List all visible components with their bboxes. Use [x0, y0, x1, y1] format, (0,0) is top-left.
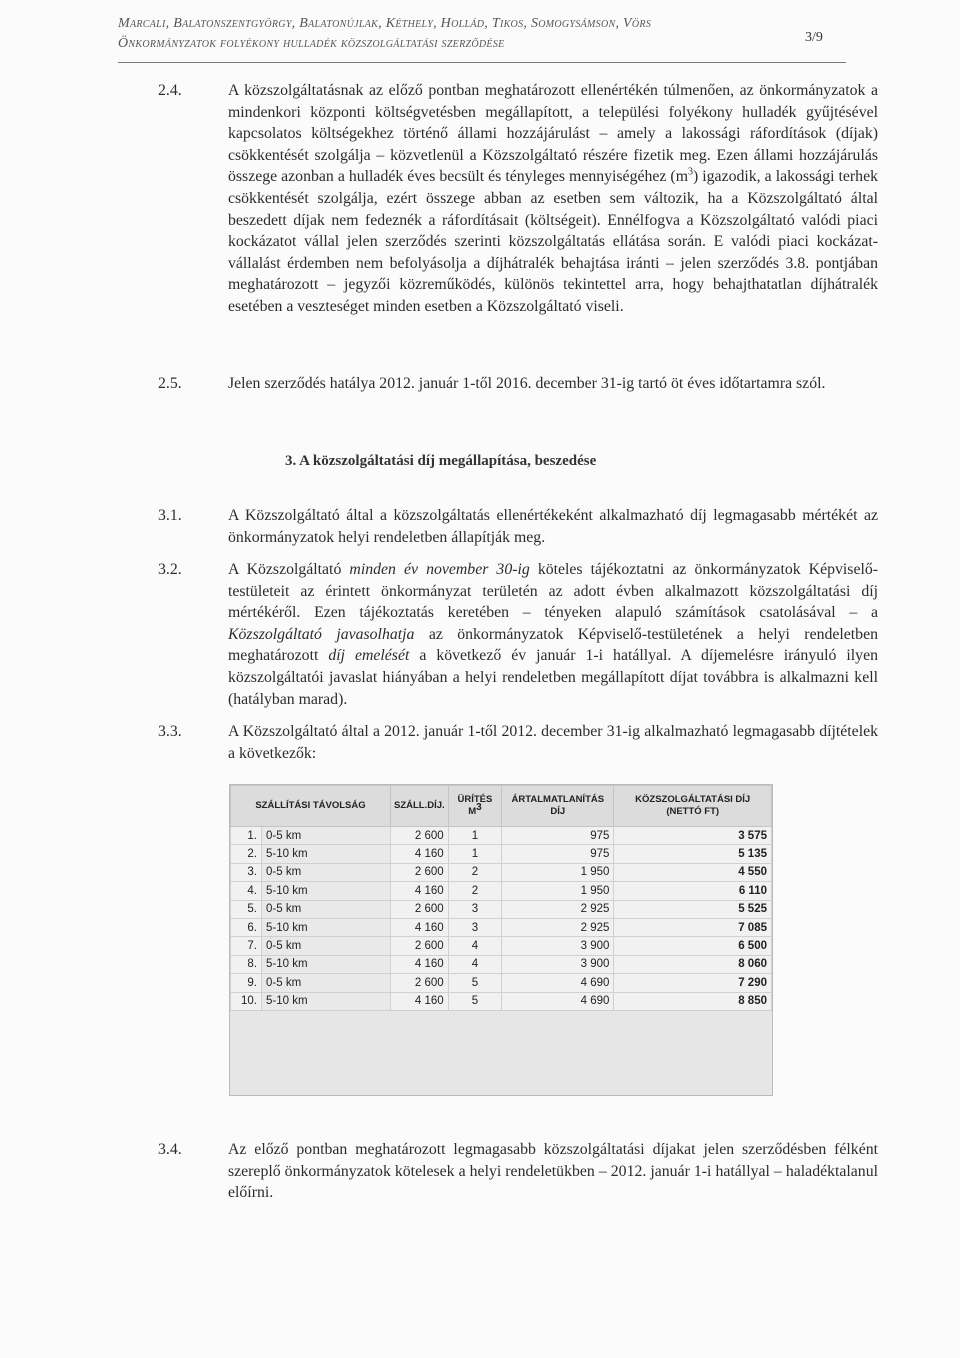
disposal-fee-cell: 4 690 — [502, 974, 614, 992]
distance-cell: 0-5 km — [262, 900, 391, 918]
row-index: 1. — [231, 827, 262, 845]
table-row — [231, 974, 772, 992]
distance-cell: 0-5 km — [262, 863, 391, 881]
transport-fee-cell: 2 600 — [391, 974, 449, 992]
empty-m3-cell: 3 — [448, 900, 502, 918]
header-contract-title: Önkormányzatok folyékony hulladék közszolgáltatási szerződése — [118, 36, 505, 51]
col-transport: SZÁLL.DÍJ. — [391, 786, 449, 827]
disposal-fee-cell: 1 950 — [502, 882, 614, 900]
fee-table-frame — [229, 784, 773, 1096]
distance-cell: 0-5 km — [262, 827, 391, 845]
section-text: A közszolgáltatásnak az előző pontban meghatározott ellenértékén túlmenően, az önkormányzatok a mindenkori központi költségvetésben megállapított, a települési folyékony hulladék gyűjtésével kapcsolatos költségekhez történő állami hozzájárulást – amely a lakossági ráfordítások (díjak) csökkentését szolgálja – közvetlenül a Közszolgáltató részére fizetik meg. Ezen állami hozzájárulás összege azonban a hulladék éves becsült és tényleges mennyiségéhez $(m^3)$ igazodik, a lakossági terhek csökkentését szolgálja, ezért összege abban az esetben sem változik, ha a Közszolgáltató által beszedett díjak nem fedeznék a ráfordításait (költségeit). Ennélfogva a Közszolgáltató valódi piaci kockázatot vállal jelen szerződés szerinti közszolgáltatás ellátása során. E valódi piaci kockázat-vállalást érdemben nem befolyásolja a díjhátralék behajtása iránti – jelen szerződés 3.8. pontjában meghatározott – jegyzői közreműködés, különös tekintettel arra, hogy behajthatatlan díjhátralék esetében a veszteséget minden esetben a Közszolgáltató viseli. — [228, 82, 878, 315]
total-fee-cell: 4 550 — [614, 863, 772, 881]
table-row — [231, 955, 772, 973]
total-fee-cell: 3 575 — [614, 827, 772, 845]
row-index: 9. — [231, 974, 262, 992]
col-disposal: ÁRTALMATLANÍTÁS DÍJ — [502, 786, 614, 827]
table-row — [231, 937, 772, 955]
disposal-fee-cell: 2 925 — [502, 900, 614, 918]
col-distance: SZÁLLÍTÁSI TÁVOLSÁG — [231, 786, 391, 827]
total-fee-cell: 6 500 — [614, 937, 772, 955]
section-text: A Közszolgáltató által a 2012. január 1-től 2012. december 31-ig alkalmazható legmagasabb díjtételek a következők: — [228, 723, 878, 762]
row-index: 2. — [231, 845, 262, 863]
table-row — [231, 863, 772, 881]
total-fee-cell: 6 110 — [614, 882, 772, 900]
distance-cell: 5-10 km — [262, 955, 391, 973]
row-index: 10. — [231, 992, 262, 1010]
distance-cell: 5-10 km — [262, 882, 391, 900]
empty-m3-cell: 4 — [448, 937, 502, 955]
empty-m3-cell: 1 — [448, 845, 502, 863]
row-index: 6. — [231, 918, 262, 936]
disposal-fee-cell: 3 900 — [502, 937, 614, 955]
empty-m3-cell: 1 — [448, 827, 502, 845]
distance-cell: 0-5 km — [262, 974, 391, 992]
empty-m3-cell: 2 — [448, 882, 502, 900]
transport-fee-cell: 2 600 — [391, 863, 449, 881]
total-fee-cell: 5 135 — [614, 845, 772, 863]
transport-fee-cell: 2 600 — [391, 827, 449, 845]
section-number: 2.5. — [158, 375, 182, 392]
total-fee-cell: 8 850 — [614, 992, 772, 1010]
section-number: 3.2. — [158, 561, 182, 578]
row-index: 8. — [231, 955, 262, 973]
transport-fee-cell: 2 600 — [391, 900, 449, 918]
empty-m3-cell: 5 — [448, 992, 502, 1010]
distance-cell: 5-10 km — [262, 918, 391, 936]
transport-fee-cell: 4 160 — [391, 992, 449, 1010]
page-number: 3/9 — [805, 30, 823, 45]
disposal-fee-cell: 975 — [502, 827, 614, 845]
total-fee-cell: 5 525 — [614, 900, 772, 918]
distance-cell: 0-5 km — [262, 937, 391, 955]
table-row — [231, 845, 772, 863]
section-number: 2.4. — [158, 82, 182, 99]
section-text: Az előző pontban meghatározott legmagasabb közszolgáltatási díjakat jelen szerződésben félként szereplő önkormányzatok kötelesek a helyi rendeletükben – 2012. január 1-i hatállyal – haladéktalanul előírni. — [228, 1141, 878, 1202]
disposal-fee-cell: 3 900 — [502, 955, 614, 973]
transport-fee-cell: 2 600 — [391, 937, 449, 955]
table-row — [231, 992, 772, 1010]
total-fee-cell: 8 060 — [614, 955, 772, 973]
section-text: A Közszolgáltató minden év november 30-ig köteles tájékoztatni az önkormányzatok Képviselő-testületeit az érintett önkormányzat területén az adott évben alkalmazott közszolgáltatási díj mértékéről. Ezen tájékoztatás keretében – tényeken alapuló számítások csatolásával – a Közszolgáltató javasolhatja az önkormányzatok Képviselő-testületének a helyi rendeletben meghatározott díj emelését a következő év január 1-i hatállyal. A díjemelésre irányuló ilyen közszolgáltatói javaslat hiányában a helyi rendeletben megállapított díjat továbbra is alkalmazni kell (hatályban marad). — [228, 561, 878, 708]
transport-fee-cell: 4 160 — [391, 882, 449, 900]
row-index: 3. — [231, 863, 262, 881]
fee-table-header — [231, 786, 772, 827]
section-number: 3.4. — [158, 1141, 182, 1158]
row-index: 5. — [231, 900, 262, 918]
page-header — [118, 14, 846, 54]
row-index: 7. — [231, 937, 262, 955]
table-row — [231, 900, 772, 918]
table-row — [231, 882, 772, 900]
section-text: Jelen szerződés hatálya 2012. január 1-től 2016. december 31-ig tartó öt éves időtartamra szól. — [228, 375, 826, 392]
distance-cell: 5-10 km — [262, 845, 391, 863]
total-fee-cell: 7 085 — [614, 918, 772, 936]
section-number: 3.1. — [158, 507, 182, 524]
section-number: 3.3. — [158, 723, 182, 740]
header-parties: Marcali, Balatonszentgyörgy, Balatonújlak, Kéthely, Hollád, Tikos, Somogysámson, Vörs — [118, 16, 652, 31]
section-text: A Közszolgáltató által a közszolgáltatás ellenértékeként alkalmazható díj legmagasabb mértékét az önkormányzatok helyi rendeletben állapítják meg. — [228, 507, 878, 546]
transport-fee-cell: 4 160 — [391, 955, 449, 973]
empty-m3-cell: 5 — [448, 974, 502, 992]
transport-fee-cell: 4 160 — [391, 918, 449, 936]
fee-table — [230, 785, 772, 1011]
disposal-fee-cell: 4 690 — [502, 992, 614, 1010]
empty-m3-cell: 2 — [448, 863, 502, 881]
disposal-fee-cell: 2 925 — [502, 918, 614, 936]
empty-m3-cell: 4 — [448, 955, 502, 973]
table-row — [231, 827, 772, 845]
col-fee: KÖZSZOLGÁLTATÁSI DÍJ (NETTÓ FT) — [614, 786, 772, 827]
transport-fee-cell: 4 160 — [391, 845, 449, 863]
total-fee-cell: 7 290 — [614, 974, 772, 992]
col-empty-m3: ÜRÍTÉS $M^3$ — [448, 786, 502, 827]
distance-cell: 5-10 km — [262, 992, 391, 1010]
row-index: 4. — [231, 882, 262, 900]
disposal-fee-cell: 975 — [502, 845, 614, 863]
disposal-fee-cell: 1 950 — [502, 863, 614, 881]
header-divider — [118, 62, 846, 63]
empty-m3-cell: 3 — [448, 918, 502, 936]
table-row — [231, 918, 772, 936]
section-3-heading: 3. A közszolgáltatási díj megállapítása, beszedése — [285, 453, 597, 469]
